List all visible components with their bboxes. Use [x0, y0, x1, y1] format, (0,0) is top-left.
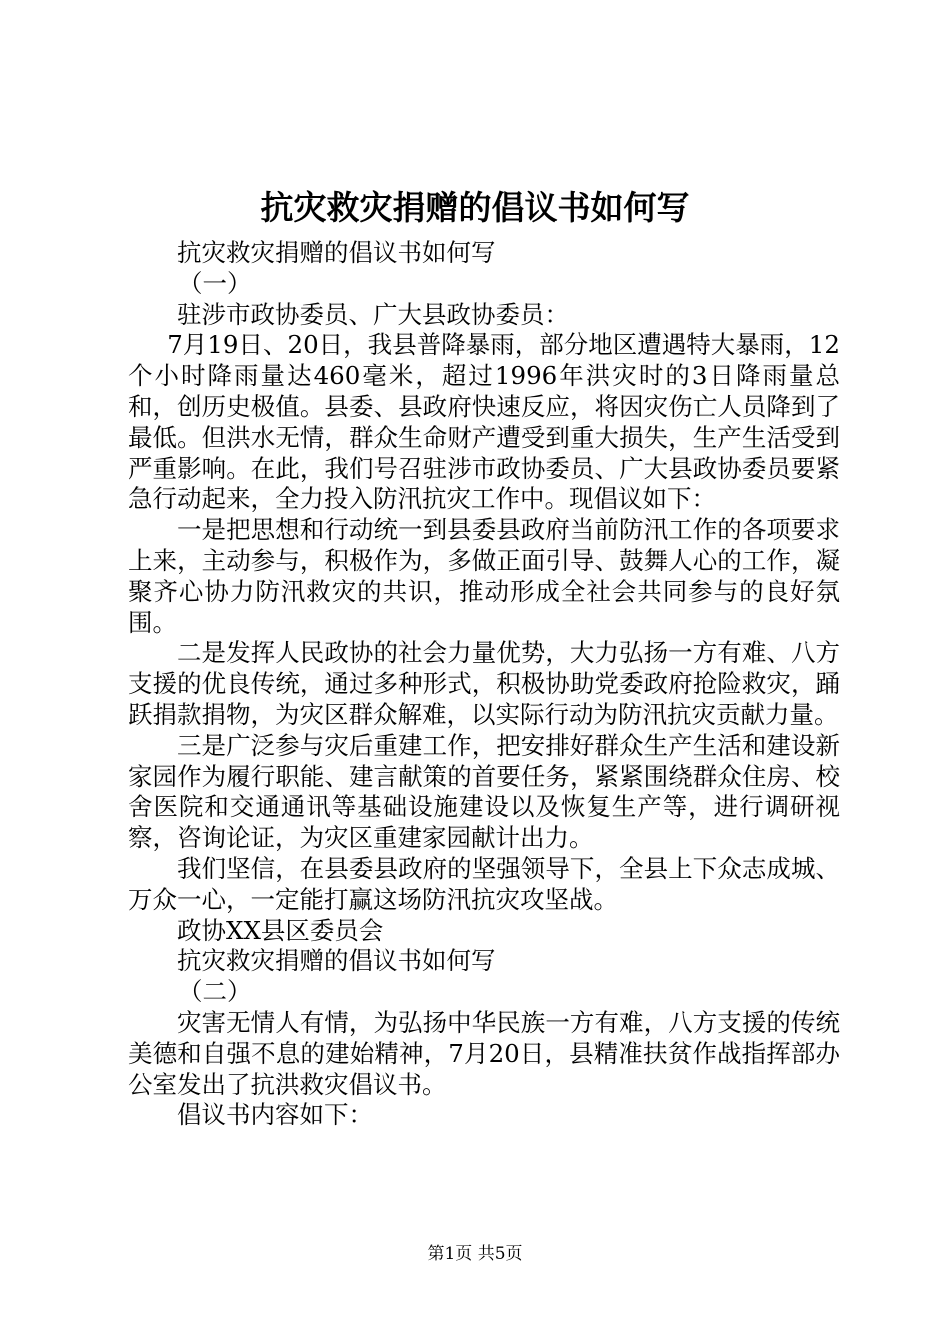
paragraph-intro: 7月19日、20日，我县普降暴雨，部分地区遭遇特大暴雨，12个小时降雨量达460毫米，超过1996年洪灾时的3日降雨量总和，创历史极值。县委、县政府快速反应，将因灾伤亡人员降到了最低。但洪水无情，群众生命财产遭受到重大损失，生产生活受到严重影响。在此，我们号召驻涉市政协委员、广大县政协委员要紧急行动起来，全力投入防汛抗灾工作中。现倡议如下：: [128, 330, 840, 514]
document-title: 抗灾救灾捐赠的倡议书如何写: [260, 188, 690, 227]
paragraph-section-2-label: （二）: [178, 977, 252, 1007]
paragraph-section-2-intro: 灾害无情人有情，为弘扬中华民族一方有难，八方支援的传统美德和自强不息的建始精神，7月20日，县精准扶贫作战指挥部办公室发出了抗洪救灾倡议书。: [128, 1007, 840, 1099]
paragraph-subtitle-1: 抗灾救灾捐赠的倡议书如何写: [177, 238, 496, 267]
paragraph-subtitle-2: 抗灾救灾捐赠的倡议书如何写: [177, 946, 496, 976]
page-footer: 第1页 共5页: [427, 1244, 523, 1264]
paragraph-signature: 政协XX县区委员会: [177, 915, 384, 945]
document-body: [128, 238, 840, 1131]
paragraph-salutation: 驻涉市政协委员、广大县政协委员：: [177, 299, 569, 329]
paragraph-section-1-label: （一）: [178, 268, 252, 298]
paragraph-proposal-1: 一是把思想和行动统一到县委县政府当前防汛工作的各项要求上来，主动参与，积极作为，多做正面引导、鼓舞人心的工作，凝聚齐心协力防汛救灾的共识，推动形成全社会共同参与的良好氛围。: [128, 515, 840, 637]
paragraph-section-2-content-intro: 倡议书内容如下：: [177, 1100, 373, 1130]
paragraph-proposal-2: 二是发挥人民政协的社会力量优势，大力弘扬一方有难、八方支援的优良传统，通过多种形式，积极协助党委政府抢险救灾，踊跃捐款捐物，为灾区群众解难，以实际行动为防汛抗灾贡献力量。: [128, 638, 840, 729]
paragraph-proposal-3: 三是广泛参与灾后重建工作，把安排好群众生产生活和建设新家园作为履行职能、建言献策的首要任务，紧紧围绕群众住房、校舍医院和交通通讯等基础设施建设以及恢复生产等，进行调研视察，咨询论证，为灾区重建家园献计出力。: [128, 730, 840, 853]
paragraph-conclusion: 我们坚信，在县委县政府的坚强领导下，全县上下众志成城、万众一心，一定能打赢这场防汛抗灾攻坚战。: [128, 853, 840, 914]
